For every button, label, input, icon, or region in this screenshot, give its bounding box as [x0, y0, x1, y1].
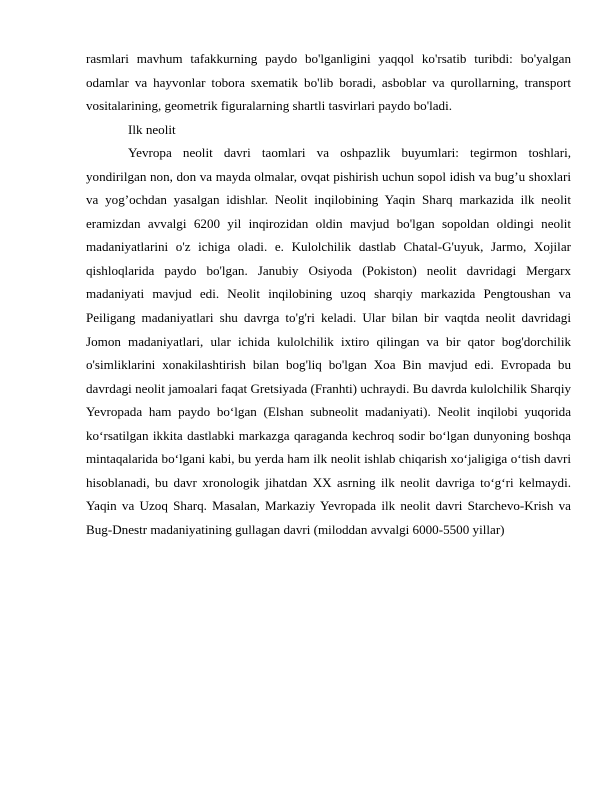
paragraph-continuation: rasmlari mavhum tafakkurning paydo bo'lganligini yaqqol ko'rsatib turibdi: bo'yalgan odamlar va hayvonlar tobora sxematik bo'lib boradi, asboblar va qurollarning, transport vositalarining, geometrik figuralarning shartli tasvirlari paydo bo'ladi. — [86, 51, 571, 114]
paragraph-main: Yevropa neolit davri taomlari va oshpazlik buyumlari: tegirmon toshlari, yondirilgan non, don va mayda olmalar, ovqat pishirish uchun sopol idish va bug’u shoxlari va yog’ochdan yasalgan idishlar. Neolit inqilobining Yaqin Sharq markazida ilk neolit eramizdan avvalgi 6200 yil inqirozidan oldin mavjud bo'lgan sopoldan oldingi neolit madaniyatlarini o'z ichiga oladi. e. Kulolchilik dastlab Chatal-G'uyuk, Jarmo, Xojilar qishloqlarida paydo bo'lgan. Janubiy Osiyoda (Pokiston) neolit davridagi Mergarx madaniyati mavjud edi. Neolit inqilobining uzoq sharqiy markazida Pengtoushan va Peiligang madaniyatlari shu davrga to'g'ri keladi. Ular bilan bir vaqtda neolit davridagi Jomon madaniyatlari, ular ichida kulolchilik ixtiro qilingan va bir qator bog'dorchilik o'simliklarini xonakilashtirish bilan bog'liq bo'lgan Xoa Bin mavjud edi. Evropada bu davrdagi neolit jamoalari faqat Gretsiyada (Franhti) uchraydi. Bu davrda kulolchilik Sharqiy Yevropada ham paydo bo‘lgan (Elshan subneolit madaniyati). Neolit inqilobi yuqorida ko‘rsatilgan ikkita dastlabki markazga qaraganda kechroq sodir bo‘lgan dunyoning boshqa mintaqalarida bo‘lgani kabi, bu yerda ham ilk neolit ishlab chiqarish xo‘jaligiga o‘tish davri hisoblanadi, bu davr xronologik jihatdan XX asrning ilk neolit davriga to‘g‘ri kelmaydi. Yaqin va Uzoq Sharq. Masalan, Markaziy Yevropada ilk neolit davri Starchevo-Krish va Bug-Dnestr madaniyatining gullagan davri (miloddan avvalgi 6000-5500 yillar) — [86, 145, 571, 537]
section-heading: Ilk neolit — [128, 121, 176, 137]
body-text — [86, 47, 571, 541]
